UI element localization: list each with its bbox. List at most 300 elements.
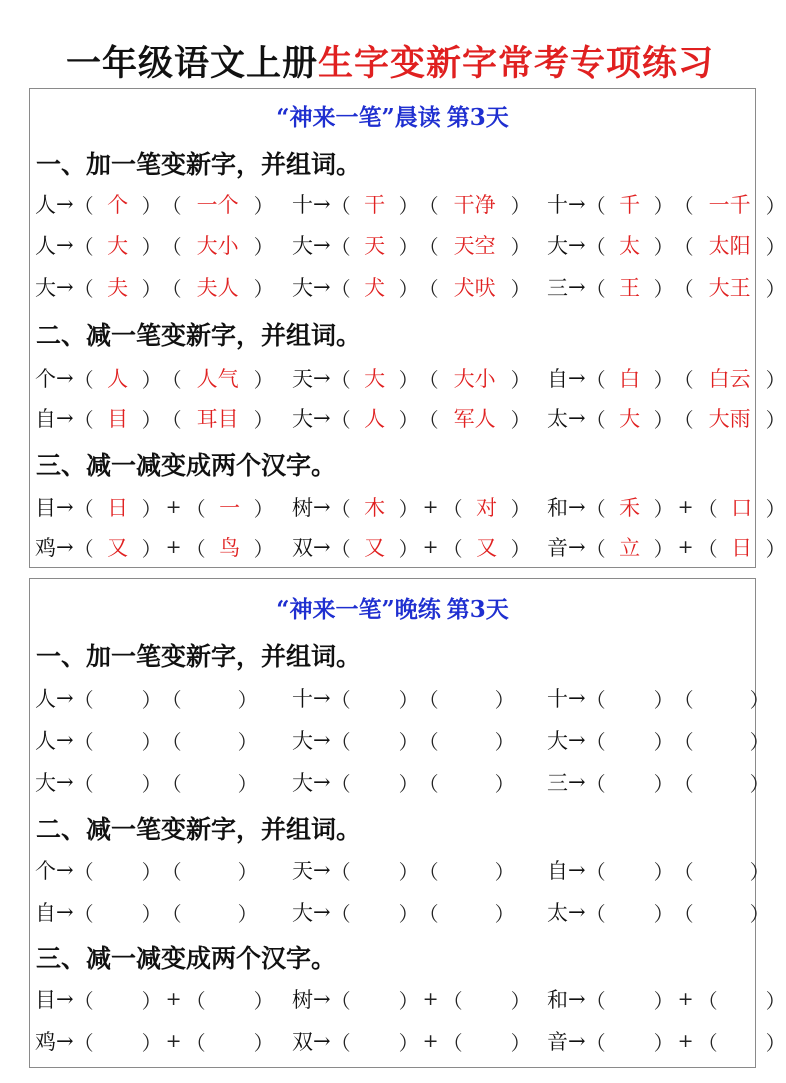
exercise-item (35, 683, 258, 713)
answer-character: 目 (107, 407, 129, 431)
base-character: 大 (292, 234, 313, 258)
paren-open: （ (185, 988, 206, 1013)
paren-open: （ (185, 536, 206, 561)
paren-close: ） (141, 1030, 162, 1055)
paren-open: （ (330, 276, 351, 301)
arrow: → (313, 686, 331, 710)
morning-heading-day: 第3天 (446, 104, 509, 131)
arrow: → (313, 366, 331, 390)
base-character: 人 (35, 687, 56, 711)
paren-open: （ (418, 729, 439, 754)
base-character: 鸡 (35, 1030, 56, 1054)
exercise-item (292, 230, 531, 260)
arrow: → (56, 900, 74, 924)
exercise-item (292, 725, 515, 755)
answer-word: 白云 (708, 367, 751, 391)
answer-word: 大小 (453, 367, 496, 391)
paren-close: ） (749, 771, 770, 796)
paren-open: （ (73, 536, 94, 561)
paren-open: （ (330, 771, 351, 796)
paren-open: （ (585, 988, 606, 1013)
paren-open: （ (585, 276, 606, 301)
paren-close: ） (653, 901, 674, 926)
paren-open: （ (161, 276, 182, 301)
arrow: → (56, 535, 74, 559)
page-title-black: 一年级语文上册 (65, 44, 318, 84)
exercise-row (30, 403, 786, 433)
base-character: 音 (547, 1030, 568, 1054)
paren-open: （ (418, 859, 439, 884)
paren-close: ） (749, 859, 770, 884)
paren-close: ） (141, 859, 162, 884)
paren-open: （ (330, 729, 351, 754)
exercise-item (547, 189, 786, 219)
paren-close: ） (141, 687, 162, 712)
answer-character: 日 (107, 496, 129, 520)
paren-close: ） (765, 496, 786, 521)
exercise-row (30, 532, 786, 562)
paren-open: （ (73, 687, 94, 712)
arrow: → (568, 233, 586, 257)
paren-close: ） (494, 859, 515, 884)
answer-character: 干 (364, 193, 386, 217)
paren-close: ） (237, 859, 258, 884)
paren-close: ） (510, 234, 531, 259)
arrow: → (56, 275, 74, 299)
paren-close: ） (141, 771, 162, 796)
paren-close: ） (141, 193, 162, 218)
paren-open: （ (673, 859, 694, 884)
paren-close: ） (510, 367, 531, 392)
paren-open: （ (418, 901, 439, 926)
exercise-row (30, 189, 786, 219)
answer-character: 天 (364, 234, 386, 258)
paren-close: ） (398, 729, 419, 754)
plus-sign: + (422, 536, 439, 558)
paren-open: （ (161, 729, 182, 754)
arrow: → (56, 406, 74, 430)
paren-close: ） (765, 407, 786, 432)
base-character: 音 (547, 536, 568, 560)
arrow: → (56, 858, 74, 882)
paren-close: ） (398, 536, 419, 561)
paren-open: （ (673, 687, 694, 712)
paren-close: ） (653, 193, 674, 218)
paren-close: ） (141, 729, 162, 754)
paren-close: ） (141, 901, 162, 926)
answer-word: 耳目 (196, 407, 239, 431)
arrow: → (568, 366, 586, 390)
base-character: 自 (35, 901, 56, 925)
paren-open: （ (585, 729, 606, 754)
answer-word: 又 (476, 536, 498, 560)
paren-close: ） (398, 496, 419, 521)
arrow: → (56, 987, 74, 1011)
paren-open: （ (161, 234, 182, 259)
exercise-item (35, 1026, 274, 1056)
paren-open: （ (697, 1030, 718, 1055)
paren-close: ） (398, 859, 419, 884)
exercise-item (292, 532, 531, 562)
base-character: 目 (35, 988, 56, 1012)
paren-open: （ (585, 771, 606, 796)
exercise-row (30, 683, 770, 713)
plus-sign: + (165, 988, 182, 1010)
paren-close: ） (510, 988, 531, 1013)
arrow: → (56, 728, 74, 752)
paren-open: （ (73, 234, 94, 259)
arrow: → (56, 686, 74, 710)
plus-sign: + (677, 1030, 694, 1052)
paren-close: ） (749, 901, 770, 926)
arrow: → (568, 987, 586, 1011)
answer-word: 大王 (708, 276, 751, 300)
base-character: 个 (35, 367, 56, 391)
paren-open: （ (418, 367, 439, 392)
paren-close: ） (141, 234, 162, 259)
exercise-item (547, 230, 786, 260)
page-title (0, 36, 780, 86)
base-character: 三 (547, 771, 568, 795)
exercise-item (35, 272, 274, 302)
answer-word: 日 (731, 536, 753, 560)
plus-sign: + (165, 536, 182, 558)
paren-open: （ (330, 496, 351, 521)
paren-open: （ (330, 859, 351, 884)
base-character: 自 (547, 367, 568, 391)
answer-character: 个 (107, 193, 129, 217)
evening-heading-day: 第3天 (446, 596, 509, 623)
base-character: 太 (547, 407, 568, 431)
paren-open: （ (161, 771, 182, 796)
paren-open: （ (673, 771, 694, 796)
exercise-item (35, 984, 274, 1014)
exercise-row (30, 897, 770, 927)
base-character: 太 (547, 901, 568, 925)
paren-close: ） (653, 988, 674, 1013)
exercise-item (547, 492, 786, 522)
paren-close: ） (141, 536, 162, 561)
paren-open: （ (73, 901, 94, 926)
answer-character: 夫 (107, 276, 129, 300)
answer-character: 木 (364, 496, 386, 520)
paren-open: （ (585, 367, 606, 392)
arrow: → (313, 535, 331, 559)
answer-word: 犬吠 (453, 276, 496, 300)
paren-close: ） (510, 496, 531, 521)
exercise-item (292, 363, 531, 393)
paren-open: （ (73, 859, 94, 884)
exercise-row (30, 984, 786, 1014)
evening-heading-quote: “神来一笔”晚练 (276, 596, 441, 623)
exercise-item (35, 363, 274, 393)
paren-close: ） (398, 687, 419, 712)
arrow: → (568, 535, 586, 559)
exercise-item (292, 683, 515, 713)
paren-close: ） (141, 276, 162, 301)
paren-open: （ (418, 407, 439, 432)
paren-open: （ (330, 687, 351, 712)
base-character: 十 (547, 687, 568, 711)
base-character: 大 (292, 276, 313, 300)
paren-open: （ (673, 193, 694, 218)
answer-word: 一 (219, 496, 241, 520)
exercise-row (30, 363, 786, 393)
paren-close: ） (765, 234, 786, 259)
exercise-item (547, 1026, 786, 1056)
paren-open: （ (697, 536, 718, 561)
answer-character: 立 (619, 536, 641, 560)
answer-word: 夫人 (196, 276, 239, 300)
paren-open: （ (330, 988, 351, 1013)
paren-open: （ (442, 988, 463, 1013)
paren-close: ） (765, 276, 786, 301)
arrow: → (56, 233, 74, 257)
paren-close: ） (749, 687, 770, 712)
paren-close: ） (141, 496, 162, 521)
exercise-item (292, 855, 515, 885)
paren-close: ） (398, 276, 419, 301)
answer-word: 军人 (453, 407, 496, 431)
base-character: 双 (292, 536, 313, 560)
paren-open: （ (330, 901, 351, 926)
paren-close: ） (398, 367, 419, 392)
paren-open: （ (330, 536, 351, 561)
exercise-item (547, 532, 786, 562)
paren-close: ） (653, 1030, 674, 1055)
paren-open: （ (442, 1030, 463, 1055)
base-character: 大 (292, 729, 313, 753)
answer-word: 口 (731, 496, 753, 520)
paren-close: ） (398, 901, 419, 926)
paren-open: （ (161, 407, 182, 432)
paren-close: ） (653, 276, 674, 301)
arrow: → (313, 858, 331, 882)
paren-open: （ (585, 1030, 606, 1055)
exercise-item (292, 767, 515, 797)
answer-character: 千 (619, 193, 641, 217)
paren-close: ） (510, 1030, 531, 1055)
paren-open: （ (330, 193, 351, 218)
base-character: 三 (547, 276, 568, 300)
base-character: 树 (292, 988, 313, 1012)
exercise-item (35, 492, 274, 522)
paren-close: ） (141, 407, 162, 432)
base-character: 十 (292, 687, 313, 711)
paren-close: ） (653, 729, 674, 754)
paren-open: （ (330, 234, 351, 259)
paren-open: （ (585, 859, 606, 884)
evening-panel (29, 578, 786, 1068)
arrow: → (313, 192, 331, 216)
paren-open: （ (330, 1030, 351, 1055)
exercise-item (292, 897, 515, 927)
paren-close: ） (494, 771, 515, 796)
arrow: → (568, 686, 586, 710)
paren-close: ） (237, 771, 258, 796)
paren-open: （ (161, 193, 182, 218)
paren-close: ） (494, 729, 515, 754)
paren-open: （ (161, 859, 182, 884)
plus-sign: + (677, 536, 694, 558)
paren-close: ） (653, 367, 674, 392)
base-character: 十 (292, 193, 313, 217)
arrow: → (313, 728, 331, 752)
arrow: → (568, 192, 586, 216)
paren-open: （ (418, 687, 439, 712)
plus-sign: + (422, 1030, 439, 1052)
paren-open: （ (418, 771, 439, 796)
page-title-red: 生字变新字常考专项练习 (318, 44, 715, 84)
paren-close: ） (253, 407, 274, 432)
paren-close: ） (253, 193, 274, 218)
paren-open: （ (73, 729, 94, 754)
base-character: 鸡 (35, 536, 56, 560)
paren-open: （ (585, 193, 606, 218)
paren-close: ） (765, 1030, 786, 1055)
paren-open: （ (418, 193, 439, 218)
paren-open: （ (585, 687, 606, 712)
base-character: 和 (547, 988, 568, 1012)
paren-close: ） (765, 536, 786, 561)
arrow: → (568, 858, 586, 882)
arrow: → (568, 1029, 586, 1053)
paren-close: ） (398, 771, 419, 796)
paren-close: ） (653, 496, 674, 521)
exercise-item (35, 855, 258, 885)
exercise-item (547, 984, 786, 1014)
exercise-row (30, 767, 770, 797)
base-character: 大 (292, 771, 313, 795)
exercise-item (547, 725, 770, 755)
exercise-row (30, 230, 786, 260)
base-character: 天 (292, 367, 313, 391)
paren-close: ） (653, 859, 674, 884)
paren-open: （ (161, 687, 182, 712)
base-character: 大 (547, 729, 568, 753)
base-character: 人 (35, 193, 56, 217)
plus-sign: + (422, 496, 439, 518)
base-character: 大 (547, 234, 568, 258)
paren-open: （ (585, 901, 606, 926)
exercise-item (35, 725, 258, 755)
answer-character: 又 (364, 536, 386, 560)
paren-close: ） (237, 901, 258, 926)
paren-open: （ (673, 367, 694, 392)
base-character: 目 (35, 496, 56, 520)
paren-close: ） (653, 687, 674, 712)
paren-open: （ (185, 496, 206, 521)
paren-open: （ (185, 1030, 206, 1055)
arrow: → (568, 495, 586, 519)
paren-close: ） (141, 988, 162, 1013)
answer-character: 又 (107, 536, 129, 560)
paren-open: （ (418, 234, 439, 259)
morning-heading (30, 99, 755, 132)
paren-open: （ (73, 367, 94, 392)
paren-close: ） (653, 234, 674, 259)
answer-character: 禾 (619, 496, 641, 520)
answer-word: 对 (476, 496, 498, 520)
base-character: 和 (547, 496, 568, 520)
arrow: → (56, 1029, 74, 1053)
paren-close: ） (398, 234, 419, 259)
paren-open: （ (330, 367, 351, 392)
paren-close: ） (653, 407, 674, 432)
paren-open: （ (673, 276, 694, 301)
paren-open: （ (673, 234, 694, 259)
morning-s3-title: 三、减一减变成两个汉字。 (36, 451, 337, 480)
exercise-item (547, 403, 786, 433)
evening-s1-title: 一、加一笔变新字，并组词。 (36, 642, 362, 671)
paren-open: （ (585, 234, 606, 259)
exercise-item (292, 189, 531, 219)
exercise-item (35, 403, 274, 433)
exercise-item (547, 363, 786, 393)
paren-open: （ (585, 407, 606, 432)
paren-close: ） (765, 988, 786, 1013)
base-character: 自 (547, 859, 568, 883)
paren-open: （ (697, 496, 718, 521)
base-character: 个 (35, 859, 56, 883)
paren-open: （ (73, 1030, 94, 1055)
paren-close: ） (653, 536, 674, 561)
morning-s1-title: 一、加一笔变新字，并组词。 (36, 150, 362, 179)
base-character: 大 (292, 901, 313, 925)
arrow: → (313, 900, 331, 924)
paren-open: （ (418, 276, 439, 301)
paren-close: ） (510, 193, 531, 218)
exercise-row (30, 855, 770, 885)
plus-sign: + (677, 988, 694, 1010)
paren-close: ） (749, 729, 770, 754)
answer-character: 王 (619, 276, 641, 300)
evening-heading (30, 591, 755, 624)
paren-close: ） (253, 988, 274, 1013)
paren-close: ） (253, 276, 274, 301)
base-character: 大 (292, 407, 313, 431)
paren-close: ） (398, 193, 419, 218)
exercise-item (547, 767, 770, 797)
exercise-item (35, 189, 274, 219)
arrow: → (313, 495, 331, 519)
base-character: 树 (292, 496, 313, 520)
paren-close: ） (765, 367, 786, 392)
arrow: → (568, 728, 586, 752)
exercise-item (547, 683, 770, 713)
base-character: 人 (35, 234, 56, 258)
plus-sign: + (165, 1030, 182, 1052)
plus-sign: + (165, 496, 182, 518)
arrow: → (313, 987, 331, 1011)
plus-sign: + (677, 496, 694, 518)
arrow: → (56, 192, 74, 216)
paren-close: ） (510, 276, 531, 301)
paren-open: （ (330, 407, 351, 432)
paren-close: ） (510, 407, 531, 432)
answer-word: 一个 (196, 193, 239, 217)
arrow: → (568, 900, 586, 924)
exercise-item (35, 532, 274, 562)
answer-character: 人 (107, 367, 129, 391)
answer-word: 太阳 (708, 234, 751, 258)
morning-panel (29, 88, 786, 568)
evening-s3-title: 三、减一减变成两个汉字。 (36, 944, 337, 973)
paren-close: ） (494, 687, 515, 712)
exercise-item (35, 230, 274, 260)
base-character: 天 (292, 859, 313, 883)
answer-word: 大雨 (708, 407, 751, 431)
